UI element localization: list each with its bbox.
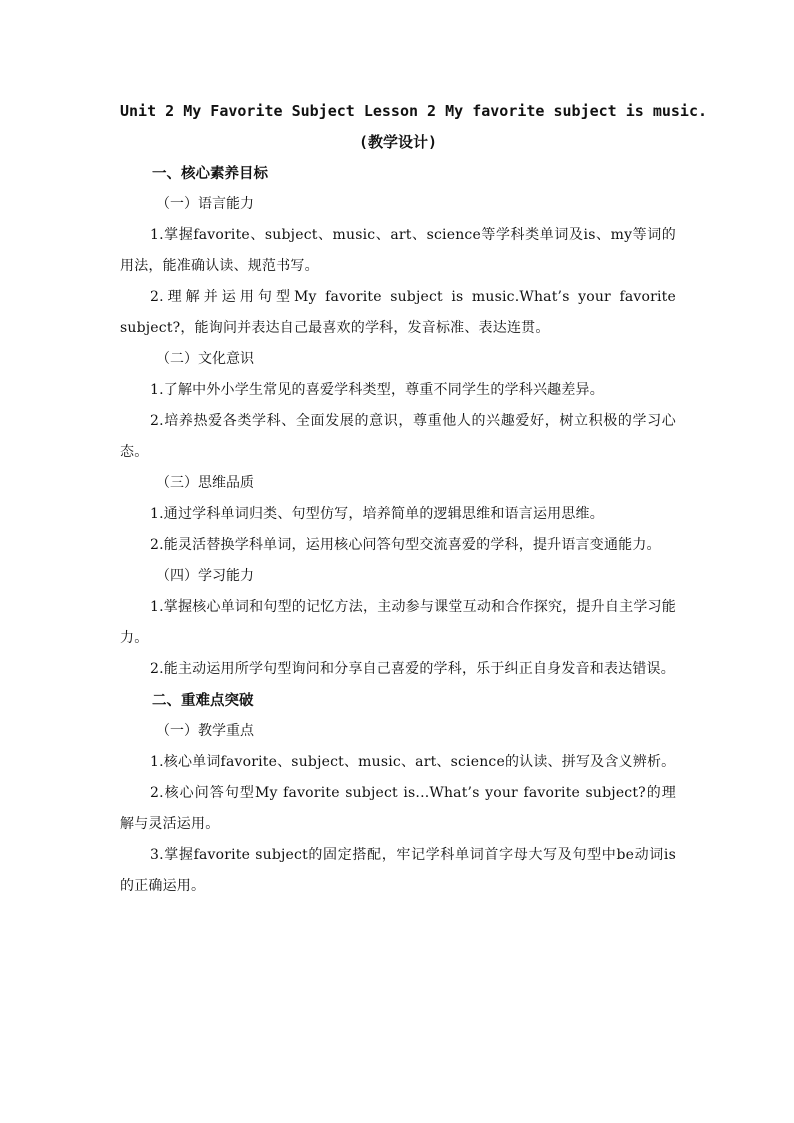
subsection-heading: （一）语言能力 xyxy=(156,196,254,212)
paragraph: 2.能灵活替换学科单词，运用核心问答句型交流喜爱的学科，提升语言变通能力。 xyxy=(150,537,661,553)
document-subtitle: (教学设计) xyxy=(358,133,438,151)
paragraph: 1.了解中外小学生常见的喜爱学科类型，尊重不同学生的学科兴趣差异。 xyxy=(150,382,604,398)
paragraph: 2.核心问答句型My favorite subject is...What’s your favorite subject?的理解与灵活运用。 xyxy=(120,785,676,832)
paragraph: 1.掌握核心单词和句型的记忆方法，主动参与课堂互动和合作探究，提升自主学习能力。 xyxy=(120,599,676,646)
subsection-heading: （一）教学重点 xyxy=(156,723,254,739)
subsection-heading: （三）思维品质 xyxy=(156,475,254,491)
document-body xyxy=(120,96,707,902)
section-heading: 一、核心素养目标 xyxy=(152,165,268,182)
paragraph: 2.培养热爱各类学科、全面发展的意识，尊重他人的兴趣爱好，树立积极的学习心态。 xyxy=(120,413,676,460)
paragraph: 3.掌握favorite subject的固定搭配，牢记学科单词首字母大写及句型中be动词is的正确运用。 xyxy=(120,847,676,894)
paragraph: 2.理解并运用句型My favorite subject is music.What’s your favorite subject?，能询问并表达自己最喜欢的学科，发音标准、表达连贯。 xyxy=(120,289,676,336)
paragraph: 2.能主动运用所学句型询问和分享自己喜爱的学科，乐于纠正自身发音和表达错误。 xyxy=(150,661,675,677)
subsection-heading: （四）学习能力 xyxy=(156,568,254,584)
document-title: Unit 2 My Favorite Subject Lesson 2 My favorite subject is music. xyxy=(120,102,707,120)
subsection-heading: （二）文化意识 xyxy=(156,351,254,367)
section-heading: 二、重难点突破 xyxy=(152,692,254,709)
paragraph: 1.通过学科单词归类、句型仿写，培养简单的逻辑思维和语言运用思维。 xyxy=(150,506,604,522)
paragraph: 1.核心单词favorite、subject、music、art、science的认读、拼写及含义辨析。 xyxy=(150,754,676,770)
paragraph: 1.掌握favorite、subject、music、art、science等学科类单词及is、my等词的用法，能准确认读、规范书写。 xyxy=(120,227,676,274)
